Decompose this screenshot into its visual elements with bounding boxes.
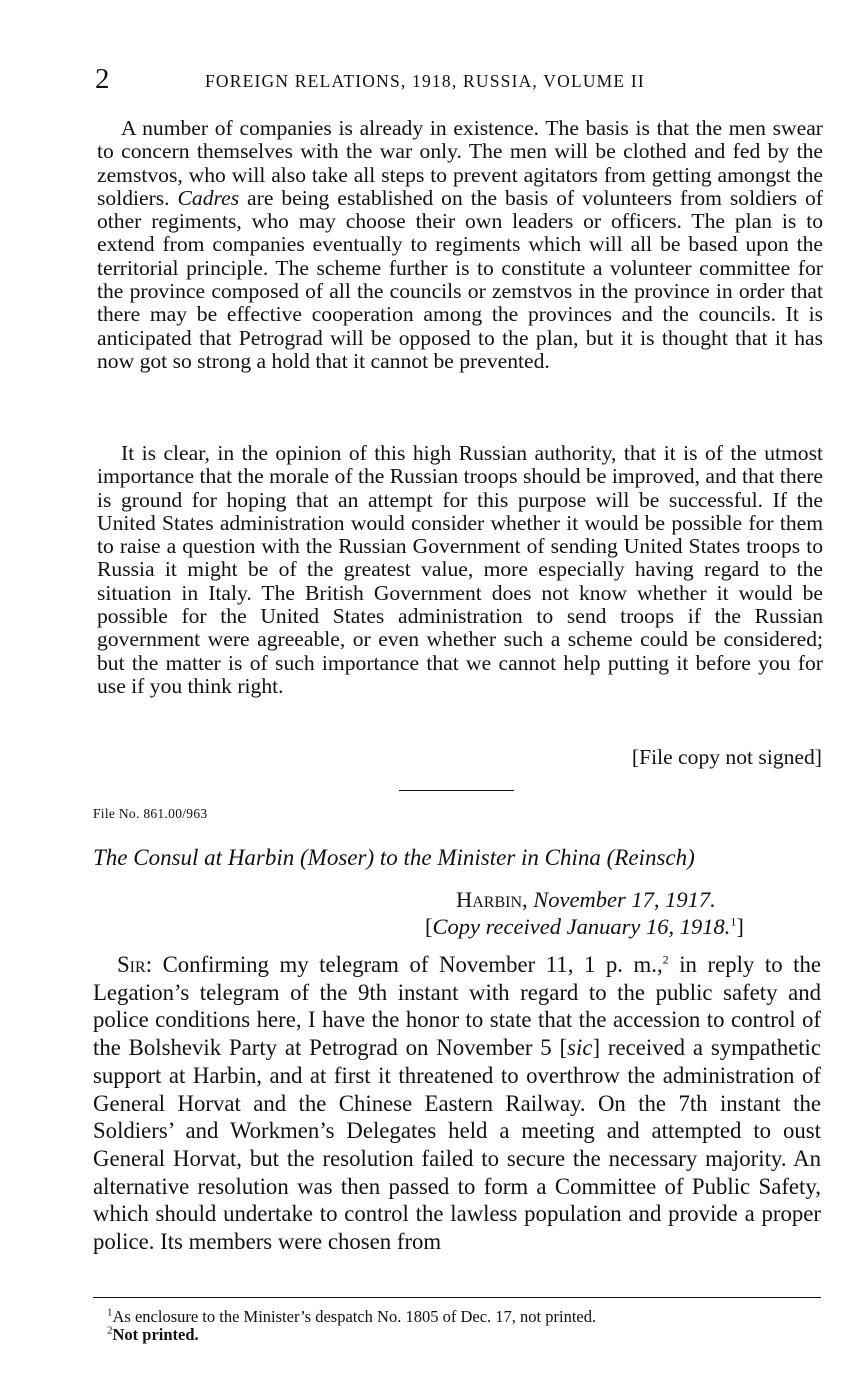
- footnote: [107, 1308, 821, 1326]
- copy-received: Copy received January 16, 1918.: [432, 914, 731, 939]
- document-title: The Consul at Harbin (Moser) to the Minister in China (Reinsch): [93, 845, 695, 870]
- footnote-divider: [93, 1297, 821, 1298]
- body-text: : Confirming my telegram of November 11, 1 p. m.,: [145, 952, 663, 977]
- sic-mark: sic: [567, 1035, 593, 1061]
- footnote-text: As enclosure to the Minister’s despatch No. 1805 of Dec. 17, not printed.: [112, 1307, 597, 1326]
- page-header: [95, 64, 825, 94]
- file-number: File No. 861.00/963: [93, 806, 208, 821]
- paragraph-text: are being established on the basis of volunteers from soldiers of other regiments, who may choose their own leaders or officers. The plan is to extend from companies eventually to regiments which will all be based upon the territorial principle. The scheme further is to constitute a volunteer committee for the province composed of all the councils or zemstvos in the province in order that there may be effective cooperation among the provinces and the councils. It is anticipated that Petrograd will be opposed to the plan, but it is thought that it has now got so strong a hold that it cannot be prevented.: [97, 185, 823, 373]
- copy-received-line: [Copy received January 16, 1918.$^1$]: [425, 914, 744, 939]
- body-text: in reply to the Legation’s telegram of the 9th instant with regard to the public safety and police conditions here, I have the honor to state that the accession to control of the Bolshevik Party at Petrograd on November 5 [: [93, 952, 822, 1061]
- footnote-ref: 1: [730, 914, 737, 929]
- footnote: [107, 1326, 821, 1344]
- body-text: ] received a sympathetic support at Harbin, and at first it threatened to overthrow the administration of General Horvat and the Chinese Eastern Railway. On the 7th instant the Soldiers’ and Workmen’s Delegates held a meeting and attempted to oust General Horvat, but the resolution failed to secure the necessary majority. An alternative resolution was then passed to form a Committee of Public Safety, which should undertake to control the lawless population and provide a proper police. Its members were chosen from: [93, 1035, 821, 1255]
- footnote-ref: 2: [662, 952, 669, 967]
- footnote-text: Not printed.: [112, 1325, 199, 1344]
- letter-body: [93, 951, 821, 1256]
- running-head: FOREIGN RELATIONS, 1918, RUSSIA, VOLUME II: [205, 71, 645, 91]
- paragraph-morale: It is clear, in the opinion of this high Russian authority, that it is of the utmost importance that the morale of the Russian troops should be improved, and that there is ground for hoping that an attempt for this purpose will be successful. If the United States administration would consider whether it would be possible for them to raise a question with the Russian Government of sending United States troops to Russia it might be of the greatest value, more especially having regard to the situation in Italy. The British Government does not know whether it would be possible for the United States administration to send troops if the Russian government were agreeable, or even whether such a scheme could be considered; but the matter is of such importance that we cannot help putting it before you for use if you think right.: [97, 441, 823, 698]
- dateline: Harbin, November 17, 1917.: [456, 887, 716, 912]
- dateline-date: November 17, 1917.: [533, 887, 716, 912]
- section-divider: [399, 790, 514, 791]
- paragraph-text: A number of companies is already in existence. The basis is that the men swear to concern themselves with the war only. The men will be clothed and fed by the zemstvos, who will also take all steps to prevent agitators from getting amongst the soldiers.: [97, 116, 823, 210]
- footnote-mark: 2: [107, 1324, 113, 1337]
- page-number: 2: [95, 63, 110, 95]
- footnote-mark: 1: [107, 1306, 113, 1319]
- paragraph-companies: [97, 117, 823, 373]
- emphasis-cadres: Cadres: [177, 185, 240, 210]
- dateline-place: Harbin: [456, 887, 523, 912]
- signature-note: [File copy not signed]: [631, 745, 822, 769]
- footnotes: [107, 1308, 821, 1344]
- salutation: Sir: [117, 952, 146, 977]
